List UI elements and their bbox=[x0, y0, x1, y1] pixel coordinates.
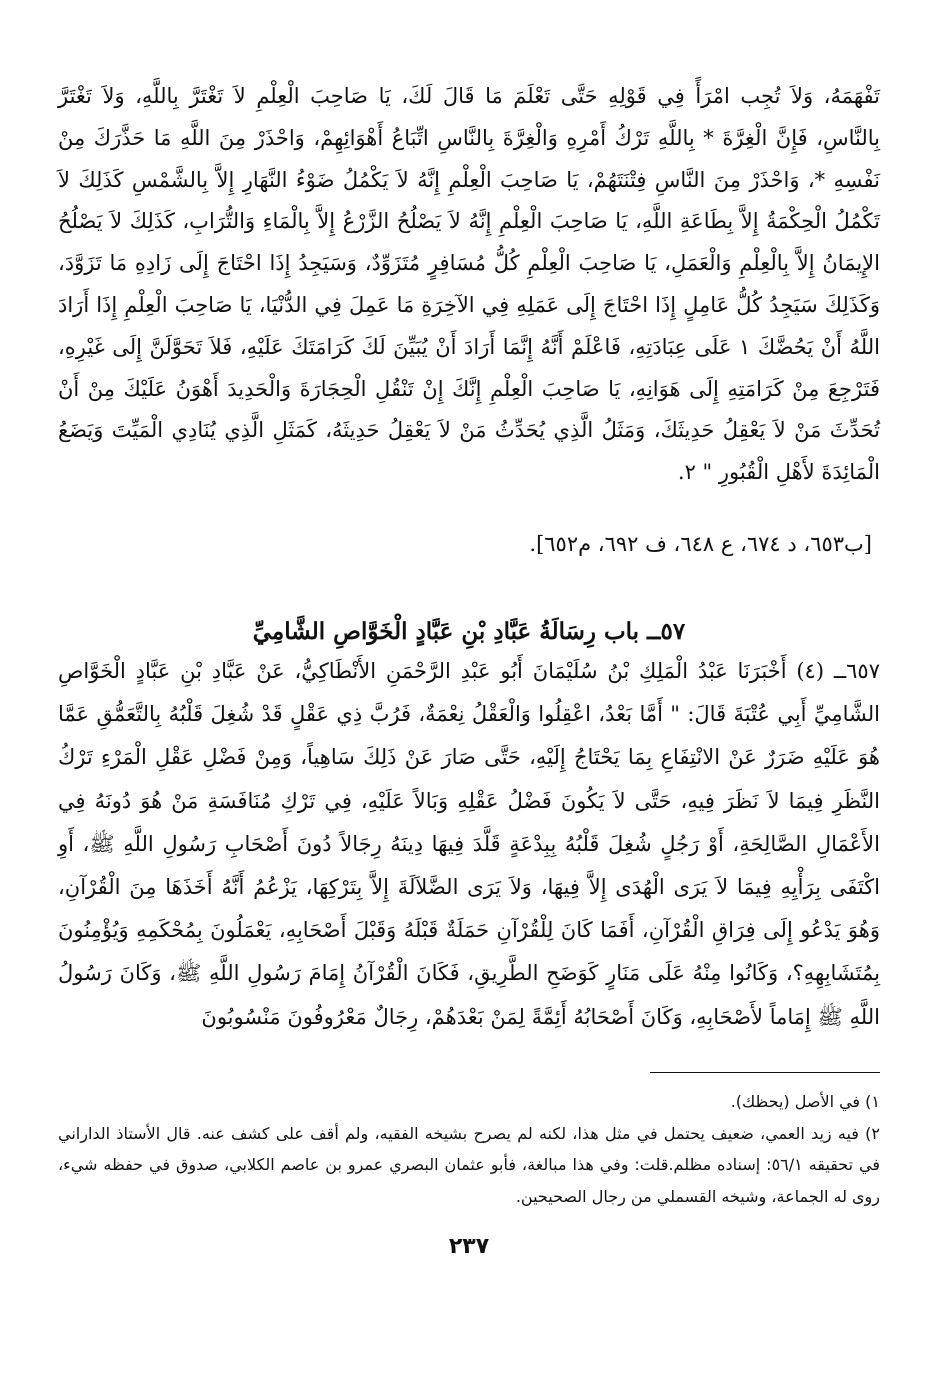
main-paragraph: تَفْهَمَهُ، وَلاَ تُجِب امْرَأً فِي قَوْلِهِ حَتَّى تَعْلَمَ مَا قَالَ لَكَ، يَا صَاحِبَ الْعِلْمِ لاَ تَغْتَرَّ بِاللَّهِ، وَلاَ تَغْتَرَّ بِالنَّاسِ، فَإِنَّ الْغِرَّةَ * بِاللَّهِ تَرْكُ أَمْرِهِ وَالْغِرَّةَ بِالنَّاسِ اتِّبَاعُ أَهْوَائِهِمْ، وَاحْذَرْ مِنَ اللَّهِ مَا حَذَّرَكَ مِنْ نَفْسِهِ *، وَاحْذَرْ مِنَ النَّاسِ فِتْنَتَهُمْ، يَا صَاحِبَ الْعِلْمِ إِنَّهُ لاَ يَكْمُلُ ضَوْءُ النَّهَارِ إِلاَّ بِالشَّمْسِ كَذَلِكَ لاَ تَكْمُلُ الْحِكْمَةُ إِلاَّ بِطَاعَةِ اللَّهِ، يَا صَاحِبَ الْعِلْمِ إِنَّهُ لاَ يَصْلُحُ الزَّرْعُ إِلاَّ بِالْمَاءِ وَالتُّرَابِ، كَذَلِكَ لاَ يَصْلُحُ الإِيمَانُ إِلاَّ بِالْعِلْمِ وَالْعَمَلِ، يَا صَاحِبَ الْعِلْمِ كُلُّ مُسَافِرٍ مُتَزَوِّدٌ، وَسَيَجِدُ إِذَا احْتَاجَ إِلَى زَادِهِ مَا تَزَوَّدَ، وَكَذَلِكَ سَيَجِدُ كُلُّ عَامِلٍ إِذَا احْتَاجَ إِلَى عَمَلِهِ فِي الآخِرَةِ مَا عَمِلَ فِي الدُّنْيَا، يَا صَاحِبَ الْعِلْمِ إِذَا أَرَادَ اللَّهُ أَنْ يَحُضَّكَ ١ عَلَى عِبَادَتِهِ، فَاعْلَمْ أَنَّهُ إِنَّمَا أَرَادَ أَنْ يُبَيِّنَ لَكَ كَرَامَتَكَ عَلَيْهِ، فَلاَ تَحَوَّلَنَّ إِلَى غَيْرِهِ، فَتَرْجِعَ مِنْ كَرَامَتِهِ إِلَى هَوَانِهِ، يَا صَاحِبَ الْعِلْمِ إِنَّكَ إِنْ تَنْقُلِ الْحِجَارَةَ وَالْحَدِيدَ أَهْوَنُ عَلَيْكَ مِنْ أَنْ تُحَدِّثَ مَنْ لاَ يَعْقِلُ حَدِيثَكَ، وَمَثَلُ الَّذِي يُحَدِّثُ مَنْ لاَ يَعْقِلُ حَدِيثَهُ، كَمَثَلِ الَّذِي يُنَادِي الْمَيِّتَ وَيَضَعُ الْمَائِدَةَ لأَهْلِ الْقُبُورِ " ٢. bbox=[58, 84, 880, 485]
source-reference: [ب٦٥٣، د ٦٧٤، ع ٦٤٨، ف ٦٩٢، م٦٥٢]. bbox=[529, 532, 872, 556]
page-number: ٢٣٧ bbox=[448, 1234, 490, 1259]
chapter-title: ٥٧ــ باب رِسَالَةُ عَبَّادِ بْنِ عَبَّادٍ الْخَوَّاصِ الشَّامِيِّ bbox=[252, 618, 686, 645]
footnote-2: ٢) فيه زيد العمي، ضعيف يحتمل في مثل هذا، لكنه لم يصرح بشيخه الفقيه، ولم أقف على كشف عنه. قال الأستاذ الداراني في تحقيقه ٥٦/١: إسناده مظلم.قلت: وفي هذا مبالغة، فأبو عثمان البصري عمرو بن عاصم الكلابي، صدوق في حفظه شيء، روى له الجماعة، وشيخه القسملي من رجال الصحيحين. bbox=[58, 1123, 881, 1206]
hadith-paragraph: ٦٥٧ــ (٤) أَخْبَرَنَا عَبْدُ الْمَلِكِ بْنُ سُلَيْمَانَ أَبُو عَبْدِ الرَّحْمَنِ الأَنْطَاكِيُّ، عَنْ عَبَّادِ بْنِ عَبَّادٍ الْخَوَّاصِ الشَّامِيِّ أَبِي عُتْبَةَ قَالَ: " أَمَّا بَعْدُ، اعْقِلُوا وَالْعَقْلُ نِعْمَةٌ، فَرُبَّ ذِي عَقْلٍ قَدْ شُغِلَ قَلْبُهُ بِالتَّعَمُّقِ عَمَّا هُوَ عَلَيْهِ ضَرَرٌ عَنْ الانْتِفَاعِ بِمَا يَحْتَاجُ إِلَيْهِ، حَتَّى صَارَ عَنْ ذَلِكَ سَاهِياً، وَمِنْ فَضْلِ عَقْلِ الْمَرْءِ تَرْكُ النَّظَرِ فِيمَا لاَ نَظَرَ فِيهِ، حَتَّى لاَ يَكُونَ فَضْلُ عَقْلِهِ وَبَالاً عَلَيْهِ، فِي تَرْكِ مُنَافَسَةِ مَنْ هُوَ دُونَهُ فِي الأَعْمَالِ الصَّالِحَةِ، أَوْ رَجُلٍ شُغِلَ قَلْبُهُ بِبِدْعَةٍ قَلَّدَ فِيهَا دِينَهُ رِجَالاً دُونَ أَصْحَابِ رَسُولِ اللَّهِ ﷺ، أَوِ اكْتَفَى بِرَأْيِهِ فِيمَا لاَ يَرَى الْهُدَى إِلاَّ فِيهَا، وَلاَ يَرَى الضَّلاَلَةَ إِلاَّ بِتَرْكِهَا، يَزْعُمُ أَنَّهُ أَخَذَهَا مِنَ الْقُرْآنِ، وَهُوَ يَدْعُو إِلَى فِرَاقِ الْقُرْآنِ، أَفَمَا كَانَ لِلْقُرْآنِ حَمَلَةٌ قَبْلَهُ وَقَبْلَ أَصْحَابِهِ، يَعْمَلُونَ بِمُحْكَمِهِ وَيُؤْمِنُونَ بِمُتَشَابِهِهِ؟، وَكَانُوا مِنْهُ عَلَى مَنَارٍ كَوَضَحِ الطَّرِيقِ، فَكَانَ الْقُرْآنُ إِمَامَ رَسُولِ اللَّهِ ﷺ، وَكَانَ رَسُولُ اللَّهِ ﷺ إِمَاماً لأَصْحَابِهِ، وَكَانَ أَصْحَابُهُ أَئِمَّةً لِمَنْ بَعْدَهُمْ، رِجَالٌ مَعْرُوفُونَ مَنْسُوبُونَ bbox=[58, 659, 880, 1029]
footnote-1: ١) في الأصل (يحظك). bbox=[730, 1092, 880, 1111]
footnotes bbox=[58, 1086, 880, 1212]
footnote-divider bbox=[650, 1072, 880, 1073]
